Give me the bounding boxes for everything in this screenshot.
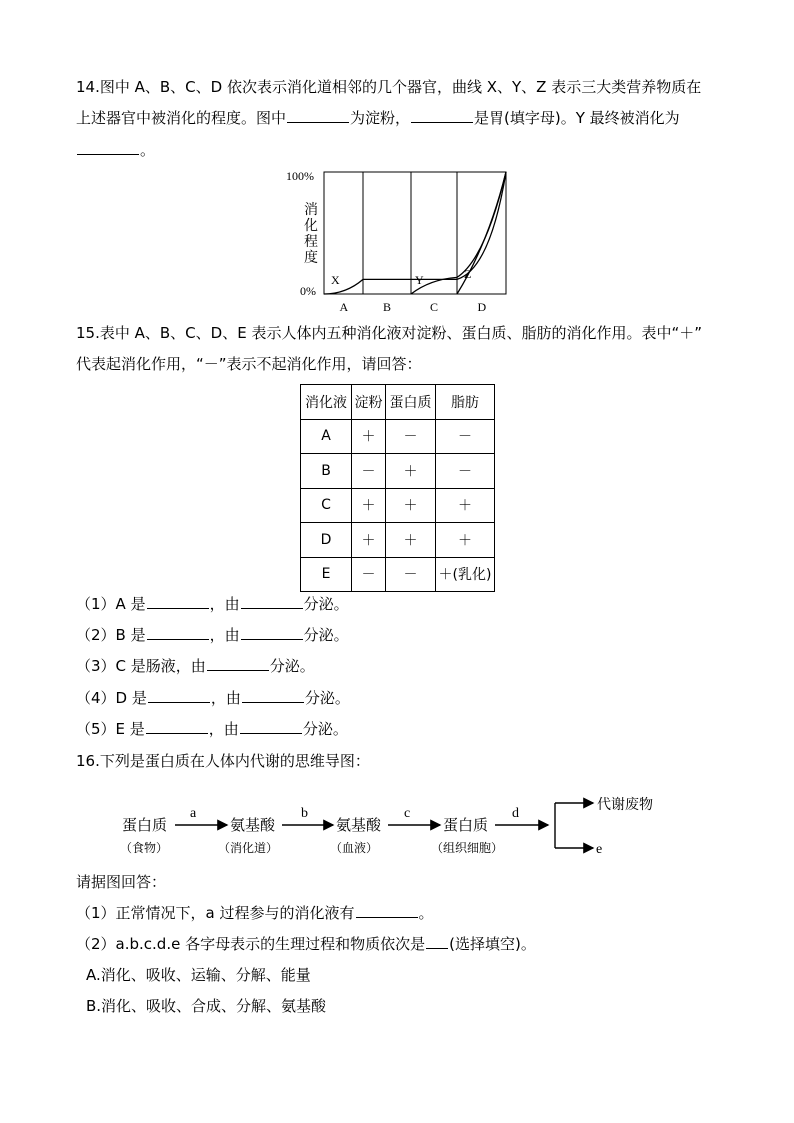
q15-sub3 bbox=[76, 656, 315, 676]
q15-text: ，由 bbox=[208, 720, 239, 738]
y-axis-label-char: 化 bbox=[304, 219, 318, 234]
q14-text: 。 bbox=[140, 141, 156, 159]
y-axis-label-char: 度 bbox=[304, 251, 318, 266]
flow-node-sub: （组织细胞） bbox=[431, 841, 504, 855]
flow-node-label: 蛋白质 bbox=[443, 818, 489, 834]
series-label-x: X bbox=[331, 273, 340, 287]
table-row bbox=[301, 488, 495, 523]
q15-sub5 bbox=[76, 719, 348, 739]
q16-option-b: B.消化、吸收、合成、分解、氨基酸 bbox=[86, 997, 327, 1015]
table-cell: ＋ bbox=[352, 419, 386, 454]
answer-blank[interactable] bbox=[241, 625, 303, 640]
series-label-z: Z bbox=[464, 267, 472, 281]
q15-sub4 bbox=[76, 688, 350, 708]
organ-label: A bbox=[339, 300, 349, 314]
series-labels bbox=[331, 267, 471, 287]
q16-sub1 bbox=[76, 903, 434, 923]
q15-text: ，由 bbox=[209, 595, 240, 613]
answer-blank[interactable] bbox=[147, 594, 209, 609]
q15-text: 分泌。 bbox=[303, 626, 349, 644]
q16-prompt: 请据图回答： bbox=[76, 873, 167, 891]
q16-text: （1）正常情况下，a 过程参与的消化液有 bbox=[76, 904, 355, 922]
table-cell: ＋(乳化) bbox=[436, 557, 495, 592]
q15-text: （2）B 是 bbox=[76, 626, 146, 644]
table-cell: C bbox=[301, 488, 352, 523]
header-cell: 淀粉 bbox=[352, 385, 386, 420]
q14-stem-line3 bbox=[76, 140, 155, 160]
table-cell: － bbox=[352, 454, 386, 489]
table-cell: ＋ bbox=[436, 488, 495, 523]
table-header-row bbox=[301, 385, 495, 420]
q15-sub2 bbox=[76, 625, 349, 645]
answer-blank[interactable] bbox=[356, 903, 418, 918]
q16-option-a: A.消化、吸收、运输、分解、能量 bbox=[86, 966, 311, 984]
q14-text: 是胃(填字母)。Y 最终被消化为 bbox=[474, 109, 680, 127]
answer-blank[interactable] bbox=[426, 934, 448, 949]
table-cell: ＋ bbox=[436, 523, 495, 558]
flow-node-sub: （食物） bbox=[120, 841, 169, 855]
series-label-y: Y bbox=[415, 273, 424, 287]
digestion-chart bbox=[280, 166, 520, 318]
table-cell: － bbox=[436, 454, 495, 489]
q15-text: 分泌。 bbox=[269, 657, 315, 675]
organ-label: D bbox=[477, 300, 487, 314]
flow-arrow-label: c bbox=[404, 806, 411, 821]
table-cell: D bbox=[301, 523, 352, 558]
flow-node-label: 蛋白质 bbox=[122, 818, 168, 834]
table-cell: ＋ bbox=[386, 488, 436, 523]
q15-text: （1）A 是 bbox=[76, 595, 146, 613]
q15-text: 分泌。 bbox=[302, 720, 348, 738]
header-cell: 蛋白质 bbox=[386, 385, 436, 420]
q15-text: 分泌。 bbox=[303, 595, 349, 613]
q16-title: 16.下列是蛋白质在人体内代谢的思维导图： bbox=[76, 752, 370, 770]
flow-output-label: e bbox=[596, 842, 603, 857]
q14-text: 上述器官中被消化的程度。图中 bbox=[76, 109, 287, 127]
table-cell: ＋ bbox=[386, 523, 436, 558]
flow-output-label: 代谢废物 bbox=[597, 798, 653, 813]
answer-blank[interactable] bbox=[242, 688, 304, 703]
answer-blank[interactable] bbox=[241, 594, 303, 609]
q15-text: （5）E 是 bbox=[76, 720, 145, 738]
q16-text: （2）a.b.c.d.e 各字母表示的生理过程和物质依次是 bbox=[76, 935, 426, 953]
q15-text: ，由 bbox=[209, 626, 240, 644]
organ-label: C bbox=[430, 300, 439, 314]
table-row bbox=[301, 419, 495, 454]
q16-sub2 bbox=[76, 934, 536, 954]
answer-blank[interactable] bbox=[411, 108, 473, 123]
q14-text: 为淀粉， bbox=[350, 109, 411, 127]
flow-arrow-label: b bbox=[301, 806, 308, 821]
flow-node-sub: （血液） bbox=[330, 841, 379, 855]
header-cell: 消化液 bbox=[301, 385, 352, 420]
answer-blank[interactable] bbox=[287, 108, 349, 123]
table-cell: ＋ bbox=[352, 523, 386, 558]
table-cell: － bbox=[436, 419, 495, 454]
table-row bbox=[301, 557, 495, 592]
flow-arrow-label: a bbox=[190, 806, 197, 821]
y-axis-label bbox=[304, 201, 318, 266]
table-cell: － bbox=[386, 557, 436, 592]
flow-node-sub: （消化道） bbox=[218, 841, 279, 855]
q15-stem-line2: 代表起消化作用，“－”表示不起消化作用，请回答： bbox=[76, 355, 422, 373]
q15-text: ，由 bbox=[210, 689, 241, 707]
answer-blank[interactable] bbox=[146, 719, 208, 734]
y-bottom-label: 0% bbox=[300, 284, 316, 298]
organ-dividers bbox=[363, 172, 457, 294]
q14-stem-line2 bbox=[76, 108, 680, 128]
table-cell: E bbox=[301, 557, 352, 592]
protein-metabolism-flow bbox=[118, 793, 678, 863]
q16-text: 。 bbox=[418, 904, 434, 922]
answer-blank[interactable] bbox=[148, 688, 210, 703]
digestive-juice-table bbox=[300, 384, 495, 592]
table-cell: ＋ bbox=[352, 488, 386, 523]
organ-label: B bbox=[383, 300, 392, 314]
y-top-label: 100% bbox=[286, 169, 314, 183]
flow-node-label: 氨基酸 bbox=[230, 818, 276, 834]
table-row bbox=[301, 523, 495, 558]
q15-text: （3）C 是肠液，由 bbox=[76, 657, 206, 675]
q15-text: 分泌。 bbox=[304, 689, 350, 707]
y-axis-label-char: 消 bbox=[304, 203, 318, 218]
table-row bbox=[301, 454, 495, 489]
table-cell: A bbox=[301, 419, 352, 454]
y-axis-label-char: 程 bbox=[304, 235, 318, 250]
flow-node-label: 氨基酸 bbox=[336, 818, 382, 834]
table-cell: － bbox=[386, 419, 436, 454]
q15-text: （4）D 是 bbox=[76, 689, 147, 707]
organ-labels bbox=[340, 300, 487, 314]
q15-stem-line1: 15.表中 A、B、C、D、E 表示人体内五种消化液对淀粉、蛋白质、脂肪的消化作用。表中“＋” bbox=[76, 324, 702, 342]
flow-arrow-label: d bbox=[512, 806, 519, 821]
answer-blank[interactable] bbox=[240, 719, 302, 734]
q15-sub1 bbox=[76, 594, 349, 614]
header-cell: 脂肪 bbox=[436, 385, 495, 420]
answer-blank[interactable] bbox=[207, 656, 269, 671]
table-cell: － bbox=[352, 557, 386, 592]
table-cell: ＋ bbox=[386, 454, 436, 489]
answer-blank[interactable] bbox=[77, 140, 139, 155]
q16-text: (选择填空)。 bbox=[449, 935, 536, 953]
answer-blank[interactable] bbox=[147, 625, 209, 640]
q14-stem-line1: 14.图中 A、B、C、D 依次表示消化道相邻的几个器官，曲线 X、Y、Z 表示三大类营养物质在 bbox=[76, 78, 702, 96]
table-cell: B bbox=[301, 454, 352, 489]
